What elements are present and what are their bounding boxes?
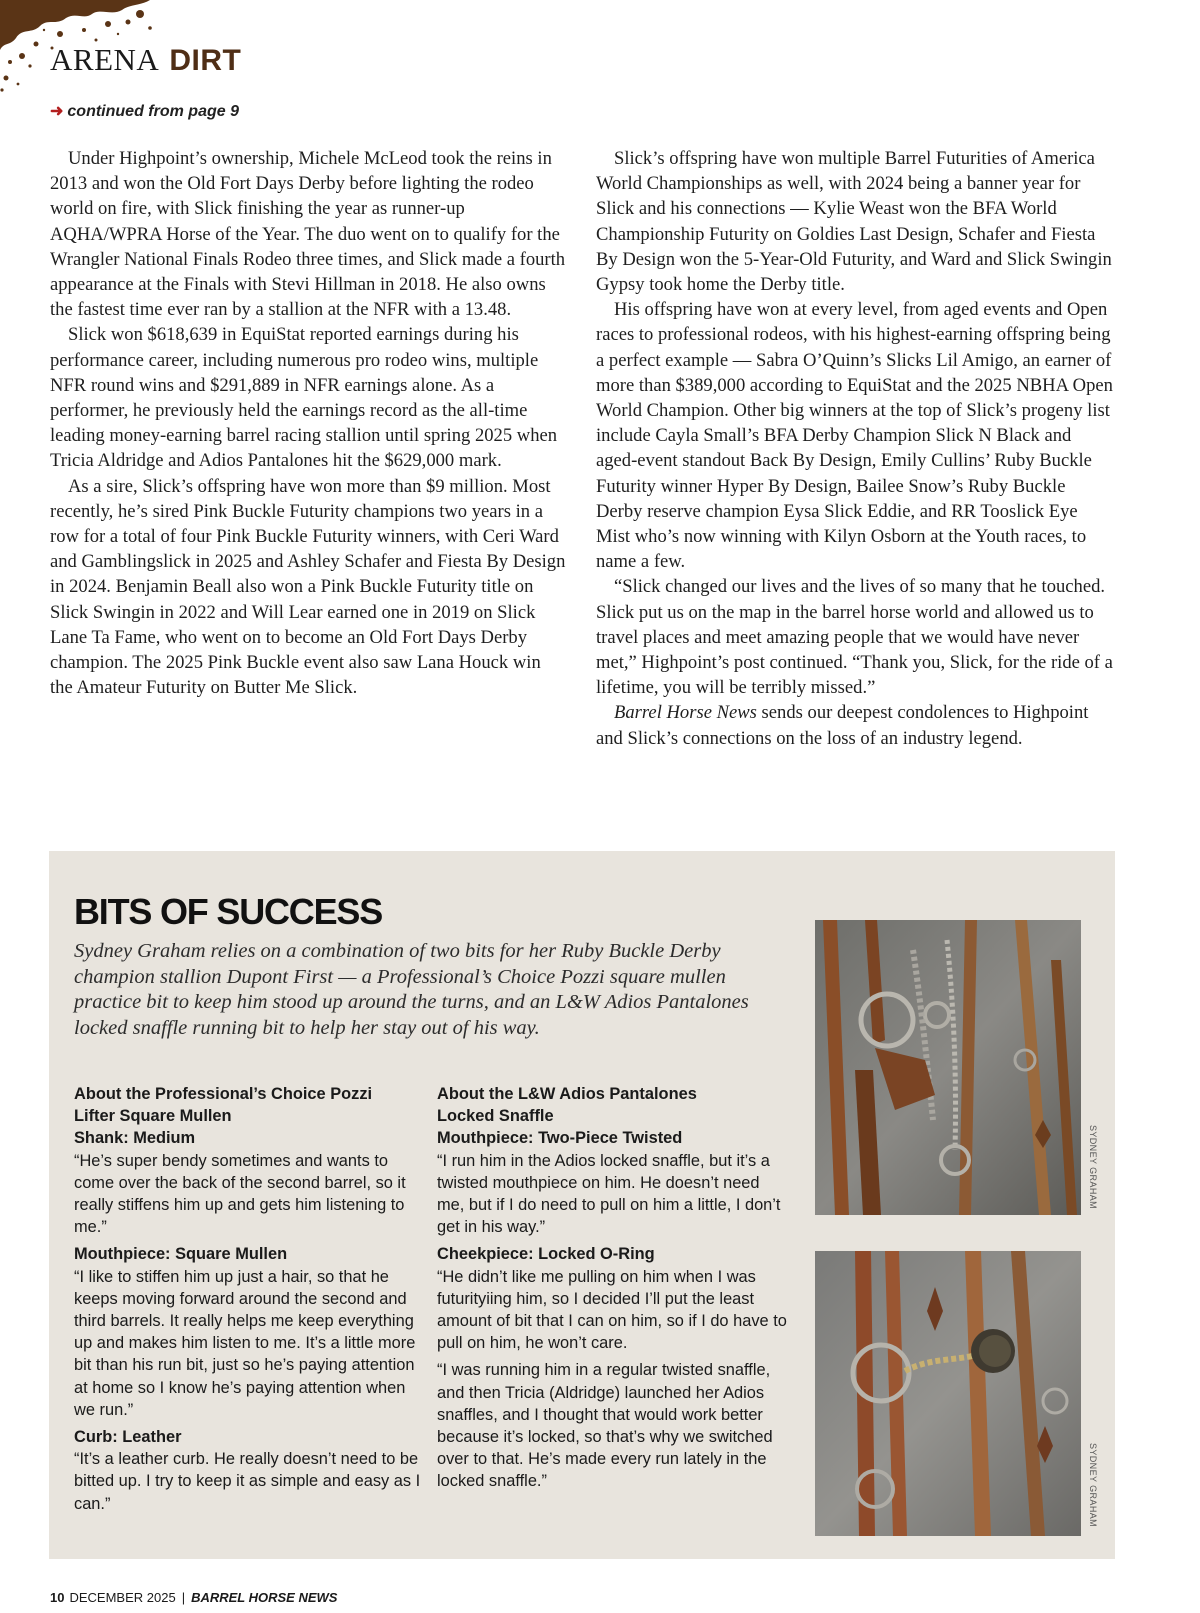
article-paragraph: His offspring have won at every level, from aged events and Open races to professional rodeos, with his highest-earning offspring being a perfect example — Sabra O’Quinn’s Slicks Lil Amigo, an earner of more than $389,000 according to EquiStat and the 2025 NBHA Open World Champion. Other big winners at the top of Slick’s progeny list include Cayla Small’s BFA Derby Champion Slick N Black and aged-event standout Back By Design, Emily Cullins’ Ruby Buckle Futurity winner Hyper By Design, Bailee Snow’s Ruby Buckle Derby reserve champion Eysa Slick Eddie, and RR Tooslick Eye Mist who’s now winning with Kilyn Osborn at the Youth races, to name a few.	[596, 299, 1113, 573]
arrow-right-icon: ➜	[50, 103, 64, 120]
section-title-dirt: DIRT	[169, 44, 242, 77]
section-title-arena: ARENA	[50, 42, 160, 77]
mouthpiece-quote: “I run him in the Adios locked snaffle, but it’s a twisted mouthpiece on him. He doesn’t need me, but if I do need to pull on him a little, I don’t get in his way.”	[437, 1151, 781, 1237]
photo-credit: SYDNEY GRAHAM	[1088, 1442, 1098, 1528]
curb-label: Curb: Leather	[74, 1428, 182, 1447]
mouthpiece-label: Mouthpiece: Two-Piece Twisted	[437, 1129, 683, 1148]
article-closing-paragraph	[596, 700, 1114, 750]
bit-heading: About the L&W Adios Pantalones	[437, 1085, 697, 1103]
page-footer	[50, 1590, 337, 1605]
shank-quote: “He’s super bendy sometimes and wants to come over the back of the second barrel, so it really stiffens him up and gets him listening to me.”	[74, 1151, 406, 1237]
cheekpiece-quote: “He didn’t like me pulling on him when I was futurityiing him, so I decided I’ll put the least amount of bit that I can on him, so if I do have to pull on him, he won’t care.	[437, 1267, 787, 1353]
article-column-right	[596, 146, 1114, 751]
curb-quote: “It’s a leather curb. He really doesn’t need to be bitted up. I try to keep it as simple and easy as I can.”	[74, 1450, 421, 1513]
mouthpiece-quote: “I like to stiffen him up just a hair, so that he keeps moving forward around the second and third barrels. It really helps me keep everything up and makes him listen to me. It’s a little more bit than his run bit, just so he’s paying attention at home so I know he’s paying attention when we run.”	[74, 1267, 416, 1419]
article-paragraph: As a sire, Slick’s offspring have won more than $9 million. Most recently, he’s sired Pink Buckle Futurity champions two years in a row for a total of four Pink Buckle Futurity winners, with Ceri Ward and Gamblingslick in 2025 and Ashley Schafer and Fiesta By Design in 2024. Benjamin Beall also won a Pink Buckle Futurity title on Slick Swingin in 2022 and Will Lear earned one in 2019 on Slick Lane Ta Fame, who went on to become an Old Fort Days Derby champion. The 2025 Pink Buckle event also saw Lana Houck win the Amateur Futurity on Butter Me Slick.	[50, 475, 566, 699]
sidebar-column-pozzi	[74, 1083, 424, 1515]
bit-photo-square-mullen	[815, 920, 1081, 1215]
article-column-left	[50, 146, 568, 700]
publication-name: Barrel Horse News	[614, 702, 757, 724]
bit-heading: About the Professional’s Choice Pozzi	[74, 1085, 373, 1103]
section-title	[50, 42, 241, 78]
sidebar-column-adios	[437, 1083, 787, 1493]
magazine-name: BARREL HORSE NEWS	[191, 1590, 338, 1605]
bit-heading: Lifter Square Mullen	[74, 1107, 232, 1126]
continued-text: continued from page 9	[67, 103, 239, 120]
footer-separator: |	[181, 1590, 186, 1605]
continued-from-link[interactable]	[50, 101, 239, 121]
sidebar-title: BITS OF SUCCESS	[74, 891, 383, 932]
issue-date: DECEMBER 2025	[69, 1590, 176, 1605]
article-paragraph: Slick’s offspring have won multiple Barrel Futurities of America World Championships as well, with 2024 being a banner year for Slick and his connections — Kylie Weast won the BFA World Championship Futurity on Goldies Last Design, Schafer and Fiesta By Design won the 5-Year-Old Futurity, and Ward and Slick Swingin Gypsy took home the Derby title.	[596, 148, 1112, 296]
closing-text: sends our deepest condolences to Highpoint and Slick’s connections on the loss of an industry legend.	[596, 702, 1089, 749]
bits-of-success-sidebar	[49, 851, 1115, 1559]
bit-heading: Locked Snaffle	[437, 1107, 554, 1126]
article-paragraph: Slick won $618,639 in EquiStat reported earnings during his performance career, including numerous pro rodeo wins, multiple NFR round wins and $291,889 in NFR earnings alone. As a performer, he previously held the earnings record as the all-time leading money-earning barrel racing stallion until spring 2025 when Tricia Aldridge and Adios Pantalones hit the $629,000 mark.	[50, 324, 558, 472]
article-paragraph: Under Highpoint’s ownership, Michele McLeod took the reins in 2013 and won the Old Fort Days Derby before lighting the rodeo world on fire, with Slick finishing the year as runner-up AQHA/WPRA Horse of the Year. The duo went on to qualify for the Wrangler National Finals Rodeo three times, and Slick made a fourth appearance at the Finals with Stevi Hillman in 2018. He also owns the fastest time ever ran by a stallion at the NFR with a 13.48.	[50, 148, 566, 321]
cheekpiece-quote-2: “I was running him in a regular twisted snaffle, and then Tricia (Aldridge) launched her Adios snaffles, and I thought that would work better because it’s locked, so that’s why we switched over to that. He’s made every run lately in the locked snaffle.”	[437, 1361, 773, 1491]
sidebar-intro: Sydney Graham relies on a combination of two bits for her Ruby Buckle Derby champion stallion Dupont First — a Professional’s Choice Pozzi square mullen practice bit to keep him stood up around the turns, and an L&W Adios Pantalones locked snaffle running bit to help her stay out of his way.	[74, 940, 749, 1039]
page-number: 10	[50, 1590, 65, 1605]
mouthpiece-label: Mouthpiece: Square Mullen	[74, 1245, 288, 1264]
bit-photo-locked-snaffle	[815, 1251, 1081, 1536]
photo-credit: SYDNEY GRAHAM	[1088, 1124, 1098, 1210]
shank-label: Shank: Medium	[74, 1129, 196, 1148]
article-paragraph: “Slick changed our lives and the lives of so many that he touched. Slick put us on the map in the barrel horse world and allowed us to travel places and meet amazing people that we would have never met,” Highpoint’s post continued. “Thank you, Slick, for the ride of a lifetime, you will be terribly missed.”	[596, 576, 1113, 699]
cheekpiece-label: Cheekpiece: Locked O-Ring	[437, 1245, 655, 1264]
